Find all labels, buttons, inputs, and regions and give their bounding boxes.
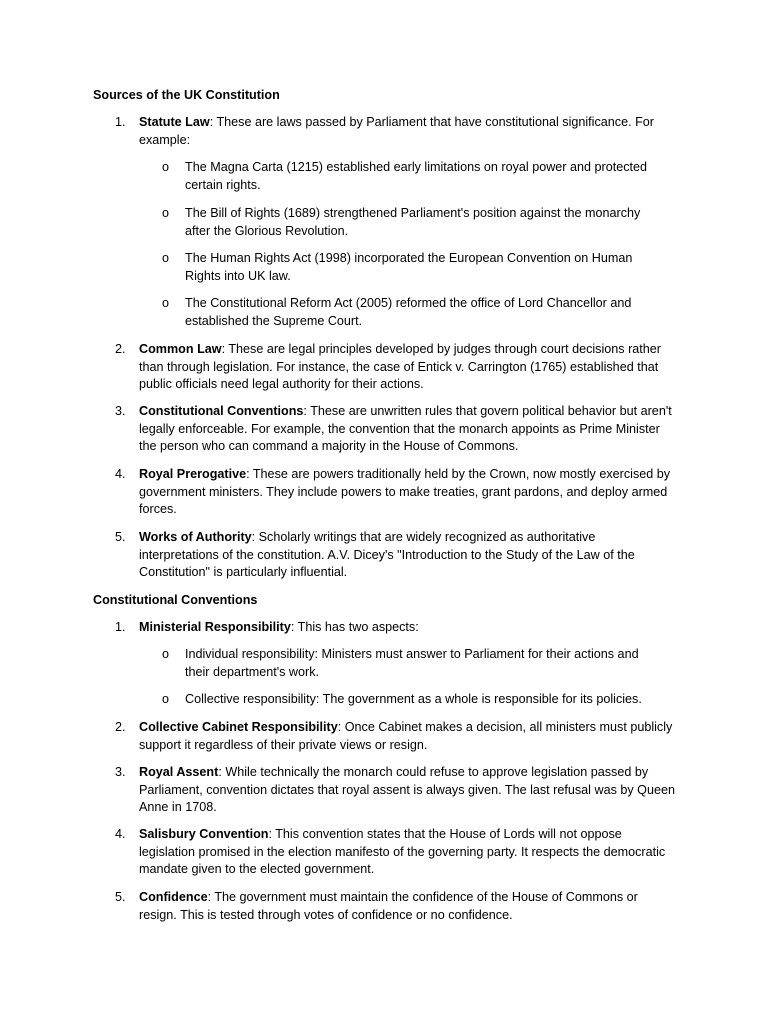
- bullet-text: The Magna Carta (1215) established early limitations on royal power and protected certain rights.: [185, 160, 648, 192]
- bullet-text: The Human Rights Act (1998) incorporated the European Convention on Human Rights into UK law.: [185, 251, 633, 283]
- bullet-marker: o: [162, 296, 170, 310]
- bullet-text: The Constitutional Reform Act (2005) reformed the office of Lord Chancellor and established the Supreme Court.: [185, 296, 632, 328]
- list-term: Ministerial Responsibility: [139, 620, 291, 634]
- list-item: [115, 619, 675, 637]
- bullet-marker: o: [162, 251, 170, 265]
- list-text: : These are unwritten rules that govern political behavior but aren't legally enforceable. For example, the convention that the monarch appoints as Prime Minister the person who can command a majority in the House of Commons.: [139, 404, 672, 454]
- bullet-item: [162, 159, 662, 194]
- list-number: 5.: [115, 890, 126, 904]
- list-text: : While technically the monarch could refuse to approve legislation passed by Parliament, convention dictates that royal assent is always given. The last refusal was by Queen Anne in 1708.: [139, 765, 675, 815]
- bullet-marker: o: [162, 160, 170, 174]
- list-text: : This has two aspects:: [290, 620, 419, 634]
- list-number: 1.: [115, 115, 126, 129]
- list-term: Works of Authority: [139, 530, 252, 544]
- list-number: 4.: [115, 827, 126, 841]
- bullet-text: Individual responsibility: Ministers must answer to Parliament for their actions and their department's work.: [185, 647, 639, 679]
- section-heading-sources: Sources of the UK Constitution: [93, 88, 280, 102]
- list-item: [115, 466, 675, 519]
- list-term: Collective Cabinet Responsibility: [139, 720, 338, 734]
- list-item: [115, 114, 675, 149]
- bullet-item: [162, 646, 662, 681]
- list-number: 2.: [115, 342, 126, 356]
- list-number: 4.: [115, 467, 126, 481]
- list-item: [115, 889, 675, 924]
- bullet-item: [162, 205, 662, 240]
- bullet-marker: o: [162, 647, 170, 661]
- list-term: Constitutional Conventions: [139, 404, 304, 418]
- bullet-marker: o: [162, 206, 170, 220]
- list-text: : Scholarly writings that are widely recognized as authoritative interpretations of the constitution. A.V. Dicey's "Introduction to the Study of the Law of the Constitution" is particularly influential.: [139, 530, 635, 580]
- bullet-item: [162, 691, 662, 709]
- list-number: 5.: [115, 530, 126, 544]
- bullet-marker: o: [162, 692, 170, 706]
- list-text: : This convention states that the House of Lords will not oppose legislation promised in the election manifesto of the governing party. It respects the democratic mandate given to the elected government.: [139, 827, 666, 877]
- list-term: Royal Prerogative: [139, 467, 247, 481]
- list-number: 3.: [115, 765, 126, 779]
- list-text: : These are legal principles developed by judges through court decisions rather than through legislation. For instance, the case of Entick v. Carrington (1765) established that public officials need legal authority for their actions.: [139, 342, 661, 392]
- list-number: 2.: [115, 720, 126, 734]
- list-number: 3.: [115, 404, 126, 418]
- list-item: [115, 719, 675, 754]
- list-item: [115, 529, 675, 582]
- list-text: : These are laws passed by Parliament that have constitutional significance. For example:: [139, 115, 654, 147]
- bullet-text: Collective responsibility: The government as a whole is responsible for its policies.: [185, 692, 642, 706]
- list-text: : The government must maintain the confidence of the House of Commons or resign. This is tested through votes of confidence or no confidence.: [139, 890, 638, 922]
- bullet-item: [162, 295, 662, 330]
- list-term: Royal Assent: [139, 765, 219, 779]
- list-term: Confidence: [139, 890, 208, 904]
- list-item: [115, 403, 675, 456]
- bullet-item: [162, 250, 662, 285]
- list-item: [115, 341, 675, 394]
- list-item: [115, 764, 675, 817]
- section-heading-conventions: Constitutional Conventions: [93, 593, 258, 607]
- list-text: : Once Cabinet makes a decision, all ministers must publicly support it regardless of their private views or resign.: [139, 720, 673, 752]
- list-number: 1.: [115, 620, 126, 634]
- list-item: [115, 826, 675, 879]
- list-term: Common Law: [139, 342, 222, 356]
- list-term: Salisbury Convention: [139, 827, 269, 841]
- list-term: Statute Law: [139, 115, 210, 129]
- bullet-text: The Bill of Rights (1689) strengthened Parliament's position against the monarchy after the Glorious Revolution.: [185, 206, 641, 238]
- list-text: : These are powers traditionally held by the Crown, now mostly exercised by government ministers. They include powers to make treaties, grant pardons, and deploy armed forces.: [139, 467, 671, 517]
